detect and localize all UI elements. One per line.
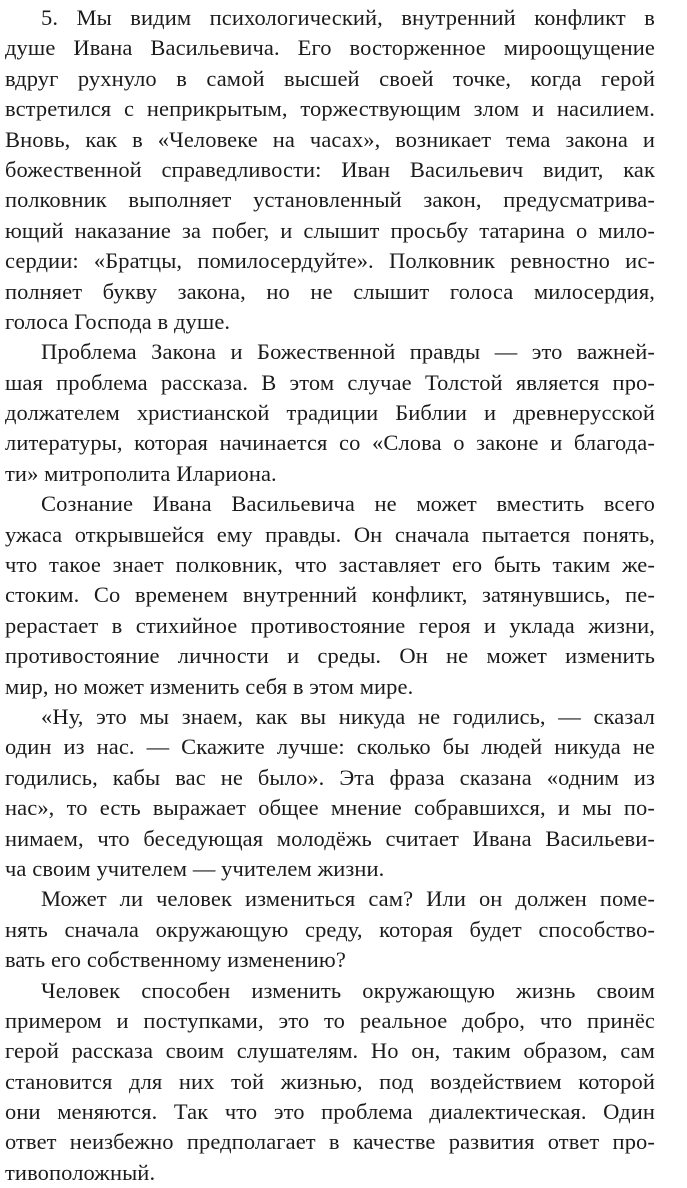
text-line: «Ну, это мы знаем, как вы никуда не годились, — сказал bbox=[5, 702, 655, 732]
paragraph-5 bbox=[5, 884, 655, 975]
text-line: ужаса открывшейся ему правды. Он сначала пытается понять, bbox=[5, 520, 655, 550]
text-line: нять сначала окружающую среду, которая будет способство- bbox=[5, 915, 655, 945]
paragraph-1 bbox=[5, 3, 655, 337]
paragraph-4 bbox=[5, 702, 655, 884]
text-line: нимаем, что беседующая молодёжь считает Ивана Васильеви- bbox=[5, 824, 655, 854]
text-line: они меняются. Так что это проблема диалектическая. Один bbox=[5, 1097, 655, 1127]
text-line: годились, кабы вас не было». Эта фраза сказана «одним из bbox=[5, 763, 655, 793]
text-line: Человек способен изменить окружающую жизнь своим bbox=[5, 976, 655, 1006]
text-line: Вновь, как в «Человеке на часах», возникает тема закона и bbox=[5, 125, 655, 155]
text-line: должателем христианской традиции Библии и древнерусской bbox=[5, 398, 655, 428]
text-line: вдруг рухнуло в самой высшей своей точке, когда герой bbox=[5, 64, 655, 94]
text-line: стоким. Со временем внутренний конфликт, затянувшись, пе- bbox=[5, 580, 655, 610]
text-line: Проблема Закона и Божественной правды — это важней- bbox=[5, 337, 655, 367]
text-line: ти» митрополита Илариона. bbox=[5, 459, 655, 489]
text-line: встретился с неприкрытым, торжествующим злом и насилием. bbox=[5, 94, 655, 124]
text-line: сердии: «Братцы, помилосердуйте». Полковник ревностно ис- bbox=[5, 246, 655, 276]
text-line: тивоположный. bbox=[5, 1158, 655, 1188]
text-line: божественной справедливости: Иван Васильевич видит, как bbox=[5, 155, 655, 185]
text-line: полковник выполняет установленный закон, предусматрива- bbox=[5, 185, 655, 215]
text-line: полняет букву закона, но не слышит голоса милосердия, bbox=[5, 277, 655, 307]
text-line: вать его собственному изменению? bbox=[5, 945, 655, 975]
text-line: что такое знает полковник, что заставляет его быть таким же- bbox=[5, 550, 655, 580]
text-line: герой рассказа своим слушателям. Но он, таким образом, сам bbox=[5, 1036, 655, 1066]
text-line: нас», то есть выражает общее мнение собравшихся, и мы по- bbox=[5, 793, 655, 823]
text-line: Сознание Ивана Васильевича не может вместить всего bbox=[5, 489, 655, 519]
text-line: примером и поступками, это то реальное добро, что принёс bbox=[5, 1006, 655, 1036]
text-line: один из нас. — Скажите лучше: сколько бы людей никуда не bbox=[5, 732, 655, 762]
text-line: литературы, которая начинается со «Слова о законе и благода- bbox=[5, 428, 655, 458]
text-line: мир, но может изменить себя в этом мире. bbox=[5, 672, 655, 702]
text-line: шая проблема рассказа. В этом случае Толстой является про- bbox=[5, 368, 655, 398]
text-line: становится для них той жизнью, под воздействием которой bbox=[5, 1067, 655, 1097]
text-line: душе Ивана Васильевича. Его восторженное мироощущение bbox=[5, 33, 655, 63]
paragraph-2 bbox=[5, 337, 655, 489]
text-line: ющий наказание за побег, и слышит просьбу татарина о мило- bbox=[5, 216, 655, 246]
text-line: рерастает в стихийное противостояние героя и уклада жизни, bbox=[5, 611, 655, 641]
document-page bbox=[5, 3, 655, 1188]
text-line: Может ли человек измениться сам? Или он должен поме- bbox=[5, 884, 655, 914]
text-line: ча своим учителем — учителем жизни. bbox=[5, 854, 655, 884]
text-line: 5. Мы видим психологический, внутренний конфликт в bbox=[5, 3, 655, 33]
text-line: противостояние личности и среды. Он не может изменить bbox=[5, 641, 655, 671]
paragraph-6 bbox=[5, 976, 655, 1188]
paragraph-3 bbox=[5, 489, 655, 702]
text-line: голоса Господа в душе. bbox=[5, 307, 655, 337]
text-line: ответ неизбежно предполагает в качестве развития ответ про- bbox=[5, 1127, 655, 1157]
